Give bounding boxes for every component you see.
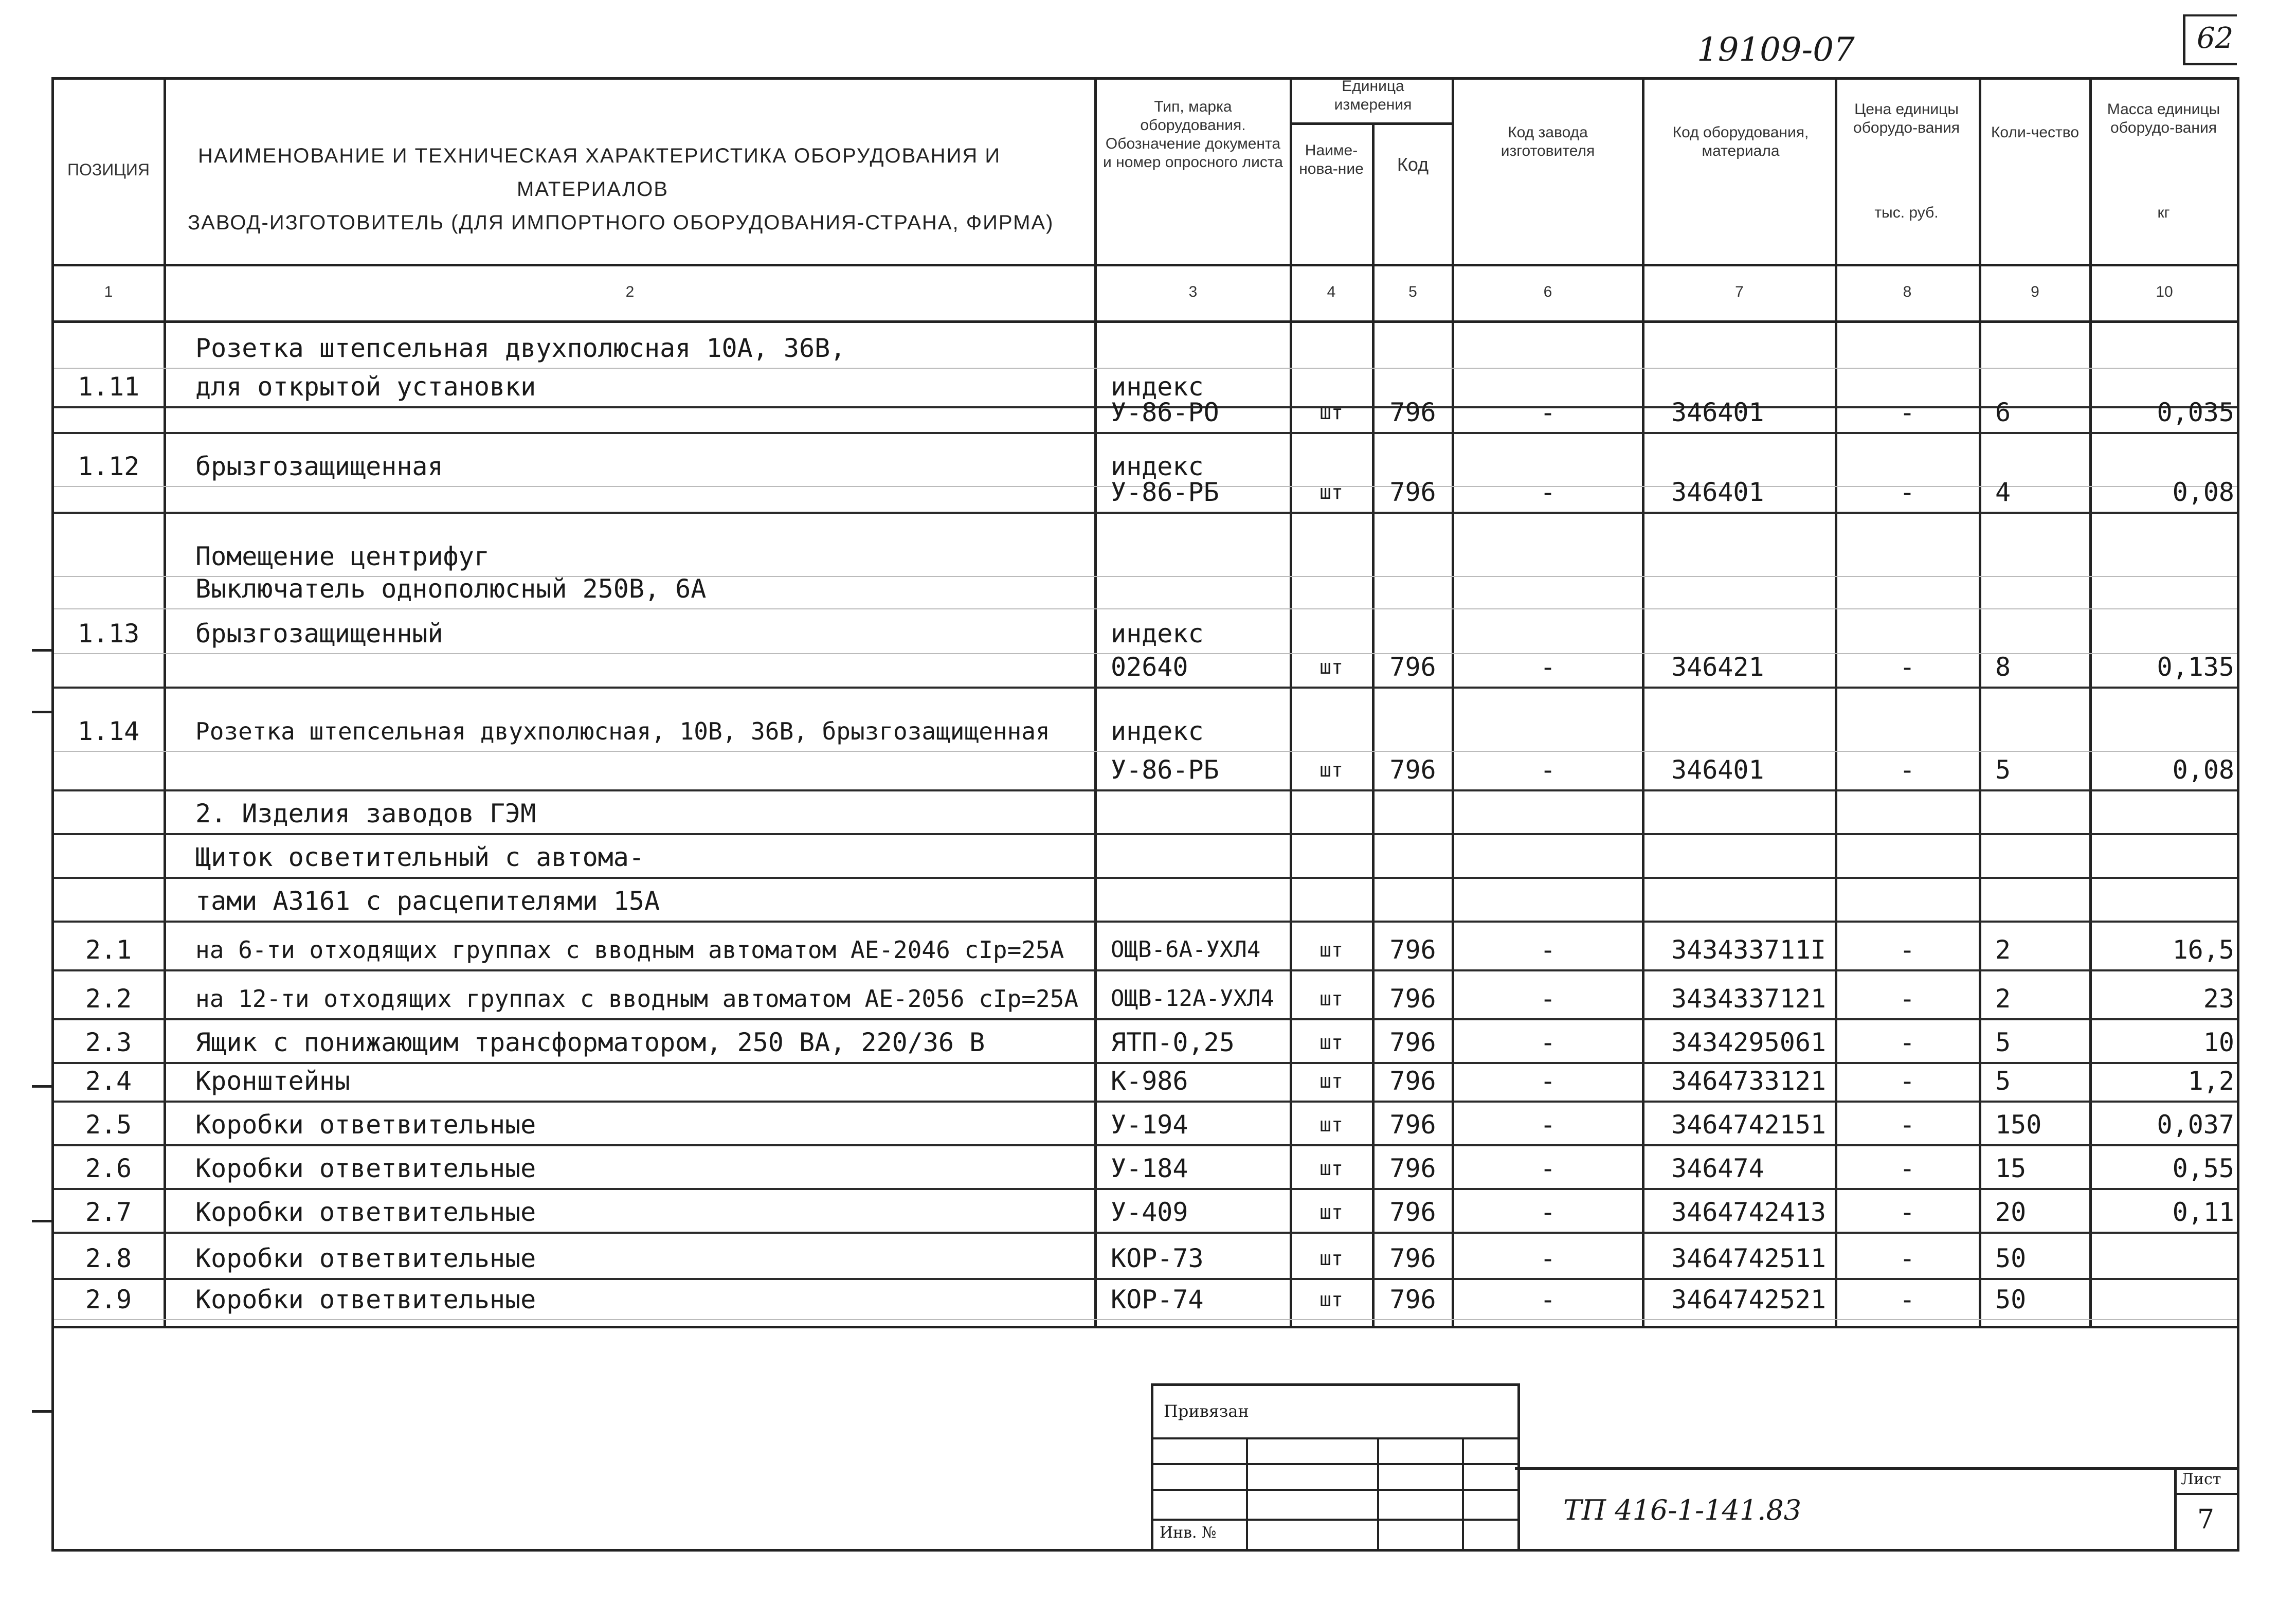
colnum-9: 9 <box>2031 283 2039 300</box>
cell-code: 796 <box>1389 1285 1436 1314</box>
row-line <box>54 1232 2237 1234</box>
cell-code: 796 <box>1389 1066 1436 1096</box>
cell-unit: шт <box>1319 1031 1343 1054</box>
cell-plant: - <box>1540 984 1556 1014</box>
cell-mass: 0,037 <box>2157 1110 2234 1140</box>
stamp-col-line-3 <box>1462 1437 1464 1552</box>
cell-name: Розетка штепсельная двухполюсная 10А, 36В, <box>195 333 846 363</box>
cell-unit: шт <box>1319 1201 1343 1223</box>
row-line <box>54 432 2237 434</box>
stamp-sheet-divider <box>2177 1493 2239 1495</box>
stamp-col-line-1 <box>1246 1437 1248 1552</box>
cell-qty: 20 <box>1995 1197 2027 1227</box>
document-number: 19109-07 <box>1697 31 1855 69</box>
cell-pos: 2.5 <box>85 1110 132 1140</box>
cell-name: на 6-ти отходящих группах с вводным автоматом АЕ-2046 сIр=25А <box>195 936 1064 964</box>
cell-type: КОР-73 <box>1111 1243 1204 1273</box>
cell-unit: шт <box>1319 939 1343 961</box>
colnum-3: 3 <box>1188 283 1198 300</box>
cell-unit: шт <box>1319 1157 1343 1180</box>
cell-price: - <box>1899 1154 1915 1183</box>
cell-plant: - <box>1540 1028 1556 1057</box>
cell-qty: 5 <box>1995 1066 2011 1096</box>
cell-qty: 50 <box>1995 1285 2027 1314</box>
cell-pos: 2.1 <box>85 935 132 965</box>
cell-type: ЯТП-0,25 <box>1111 1028 1235 1057</box>
cell-code: 796 <box>1389 1154 1436 1183</box>
cell-name: тами А3161 с расцепителями 15А <box>195 886 660 916</box>
row-line <box>54 877 2237 879</box>
header-material-code: Код оборудования, материала <box>1672 124 1809 159</box>
cell-mat: 346421 <box>1671 652 1764 682</box>
stamp-sheet-box <box>2174 1467 2239 1549</box>
cell-mass: 1,2 <box>2187 1066 2234 1096</box>
cell-unit: шт <box>1319 401 1343 424</box>
cell-qty: 6 <box>1995 398 2011 427</box>
cell-price: - <box>1899 755 1915 785</box>
cell-code: 796 <box>1389 984 1436 1014</box>
cell-mat: 343433711I <box>1671 935 1827 965</box>
colnum-10: 10 <box>2156 283 2173 300</box>
colnum-4: 4 <box>1327 283 1336 300</box>
cell-unit: шт <box>1319 656 1343 678</box>
col-sep-9 <box>2089 77 2092 1327</box>
cell-name: Розетка штепсельная двухполюсная, 10В, 36В, брызгозащищенная <box>195 717 1050 745</box>
cell-code: 796 <box>1389 935 1436 965</box>
cell-type: индекс <box>1111 619 1204 648</box>
cell-type: У-86-РБ <box>1111 755 1219 785</box>
cell-mat: 346401 <box>1671 398 1764 427</box>
cell-pos: 2.3 <box>85 1028 132 1057</box>
cell-pos: 2.9 <box>85 1285 132 1314</box>
col-sep-4 <box>1372 123 1375 1327</box>
colnum-2: 2 <box>625 283 635 300</box>
stamp-linked-box <box>1151 1383 1520 1552</box>
stamp-sheet-number: 7 <box>2197 1504 2215 1535</box>
row-line <box>54 969 2237 971</box>
header-name-line2: МАТЕРИАЛОВ <box>517 178 669 201</box>
header-unit-code: Код <box>1397 154 1429 175</box>
cell-name: Коробки ответвительные <box>195 1154 536 1183</box>
cell-price: - <box>1899 1110 1915 1140</box>
header-mass: Масса единицы оборудо-вания <box>2107 101 2220 136</box>
cell-pos: 2.6 <box>85 1154 132 1183</box>
cell-code: 796 <box>1389 398 1436 427</box>
row-line <box>54 1018 2237 1020</box>
header-bottom-line <box>51 264 2239 266</box>
cell-pos: 2.8 <box>85 1243 132 1273</box>
cell-name: для открытой установки <box>195 372 536 402</box>
colnum-bottom-line <box>51 320 2239 323</box>
cell-price: - <box>1899 984 1915 1014</box>
row-line <box>54 687 2237 689</box>
cell-name: 2. Изделия заводов ГЭМ <box>195 799 536 828</box>
cell-mass: 0,55 <box>2172 1154 2234 1183</box>
cell-mass: 16,5 <box>2172 935 2234 965</box>
row-line <box>54 1101 2237 1103</box>
cell-name: Коробки ответвительные <box>195 1197 536 1227</box>
cell-price: - <box>1899 935 1915 965</box>
cell-name: Выключатель однополюсный 250В, 6А <box>195 574 707 604</box>
cell-unit: шт <box>1319 1070 1343 1092</box>
cell-pos: 1.13 <box>77 619 140 648</box>
header-position: ПОЗИЦИЯ <box>67 160 150 179</box>
col-sep-6 <box>1642 77 1644 1327</box>
cell-unit: шт <box>1319 1288 1343 1311</box>
cell-code: 796 <box>1389 1028 1436 1057</box>
cell-type: У-184 <box>1111 1154 1188 1183</box>
colnum-6: 6 <box>1543 283 1552 300</box>
cell-mat: 346474 <box>1671 1154 1764 1183</box>
cell-price: - <box>1899 1285 1915 1314</box>
colnum-1: 1 <box>104 283 113 300</box>
cell-price: - <box>1899 1028 1915 1057</box>
cell-plant: - <box>1540 935 1556 965</box>
cell-type: ОЩВ-12А-УХЛ4 <box>1111 985 1274 1012</box>
header-price-unit: тыс. руб. <box>1874 204 1939 221</box>
cell-qty: 50 <box>1995 1243 2027 1273</box>
cell-type: 02640 <box>1111 652 1188 682</box>
header-type: Тип, марка оборудования. Обозначение документа и номер опросного листа <box>1103 98 1283 171</box>
cell-plant: - <box>1540 477 1556 507</box>
stamp-col-line-2 <box>1377 1437 1379 1552</box>
cell-mat: 346401 <box>1671 477 1764 507</box>
cell-plant: - <box>1540 1197 1556 1227</box>
stamp-sheet-label: Лист <box>2181 1470 2221 1488</box>
cell-code: 796 <box>1389 477 1436 507</box>
cell-plant: - <box>1540 398 1556 427</box>
cell-mass: 10 <box>2203 1028 2234 1057</box>
cell-type: У-409 <box>1111 1197 1188 1227</box>
cell-pos: 1.14 <box>77 716 140 746</box>
cell-unit: шт <box>1319 481 1343 503</box>
cell-mat: 3464742413 <box>1671 1197 1827 1227</box>
cell-plant: - <box>1540 1243 1556 1273</box>
cell-mat: 3464742511 <box>1671 1243 1827 1273</box>
row-line <box>54 1278 2237 1280</box>
cell-mass: 0,035 <box>2157 398 2234 427</box>
margin-tick <box>32 1410 51 1413</box>
cell-unit: шт <box>1319 1247 1343 1270</box>
header-unit-group: Единица измерения <box>1334 78 1412 113</box>
cell-code: 796 <box>1389 755 1436 785</box>
cell-mat: 3464742151 <box>1671 1110 1827 1140</box>
margin-tick <box>32 1220 51 1222</box>
frame-bottom <box>51 1549 2239 1552</box>
cell-qty: 150 <box>1995 1110 2042 1140</box>
cell-type: КОР-74 <box>1111 1285 1204 1314</box>
cell-mat: 3434337121 <box>1671 984 1827 1014</box>
row-line <box>54 608 2237 609</box>
cell-mat: 3434295061 <box>1671 1028 1827 1057</box>
cell-qty: 5 <box>1995 1028 2011 1057</box>
colnum-8: 8 <box>1903 283 1912 300</box>
cell-name: брызгозащищенная <box>195 452 443 481</box>
page-corner-number: 62 <box>2197 22 2234 55</box>
row-line <box>54 789 2237 791</box>
row-line <box>54 1319 2237 1320</box>
cell-name: на 12-ти отходящих группах с вводным автоматом АЕ-2056 сIр=25А <box>195 985 1079 1013</box>
cell-mass: 0,08 <box>2172 755 2234 785</box>
cell-plant: - <box>1540 1110 1556 1140</box>
cell-pos: 2.4 <box>85 1066 132 1096</box>
row-line <box>54 1188 2237 1190</box>
cell-qty: 8 <box>1995 652 2011 682</box>
cell-plant: - <box>1540 755 1556 785</box>
cell-name: Щиток осветительный с автома- <box>195 842 644 872</box>
cell-type: индекс <box>1111 716 1204 746</box>
cell-qty: 2 <box>1995 984 2011 1014</box>
cell-name: Кронштейны <box>195 1066 351 1096</box>
col-sep-8 <box>1979 77 1981 1327</box>
cell-price: - <box>1899 652 1915 682</box>
col-sep-3 <box>1290 77 1292 1327</box>
cell-unit: шт <box>1319 987 1343 1010</box>
cell-mat: 3464742521 <box>1671 1285 1827 1314</box>
margin-tick <box>32 649 51 652</box>
row-line <box>54 1062 2237 1064</box>
cell-price: - <box>1899 1197 1915 1227</box>
margin-tick <box>32 1085 51 1088</box>
cell-qty: 5 <box>1995 755 2011 785</box>
stamp-title-top-line <box>1515 1467 2237 1470</box>
cell-name: Помещение центрифуг <box>195 542 490 571</box>
table-end-line <box>51 1326 2239 1328</box>
stamp-document-code: ТП 416-1-141.83 <box>1563 1494 1802 1526</box>
stamp-inv-label: Инв. № <box>1160 1524 1217 1542</box>
colnum-7: 7 <box>1735 283 1744 300</box>
header-plant-code: Код завода изготовителя <box>1500 124 1595 159</box>
cell-price: - <box>1899 477 1915 507</box>
header-unit-name: Наиме-нова-ние <box>1299 142 1364 177</box>
col-sep-7 <box>1835 77 1837 1327</box>
frame-top <box>51 77 2239 80</box>
cell-code: 796 <box>1389 1243 1436 1273</box>
cell-qty: 15 <box>1995 1154 2027 1183</box>
cell-mass: 0,11 <box>2172 1197 2234 1227</box>
colnum-5: 5 <box>1408 283 1417 300</box>
header-price: Цена единицы оборудо-вания <box>1853 101 1960 136</box>
cell-code: 796 <box>1389 1110 1436 1140</box>
header-quantity: Коли-чество <box>1991 124 2080 141</box>
cell-qty: 2 <box>1995 935 2011 965</box>
cell-pos: 2.2 <box>85 984 132 1014</box>
col-sep-1 <box>164 77 166 1327</box>
cell-code: 796 <box>1389 652 1436 682</box>
cell-price: - <box>1899 398 1915 427</box>
cell-mat: 346401 <box>1671 755 1764 785</box>
cell-type: индекс <box>1111 372 1204 402</box>
cell-plant: - <box>1540 1154 1556 1183</box>
header-name-line3: ЗАВОД-ИЗГОТОВИТЕЛЬ (ДЛЯ ИМПОРТНОГО ОБОРУДОВАНИЯ-СТРАНА, ФИРМА) <box>188 211 1054 234</box>
cell-name: Коробки ответвительные <box>195 1243 536 1273</box>
cell-name: Коробки ответвительные <box>195 1110 536 1140</box>
cell-type: индекс <box>1111 452 1204 481</box>
cell-name: Коробки ответвительные <box>195 1285 536 1314</box>
row-line <box>54 1144 2237 1146</box>
cell-unit: шт <box>1319 759 1343 781</box>
frame-right <box>2237 77 2239 1550</box>
cell-type: У-194 <box>1111 1110 1188 1140</box>
cell-pos: 1.11 <box>77 372 140 402</box>
col-sep-2 <box>1094 77 1097 1327</box>
row-line <box>54 833 2237 835</box>
cell-type: ОЩВ-6А-УХЛ4 <box>1111 936 1261 963</box>
cell-plant: - <box>1540 1066 1556 1096</box>
cell-mass: 0,135 <box>2157 652 2234 682</box>
cell-type: У-86-РБ <box>1111 477 1219 507</box>
row-line <box>54 921 2237 923</box>
cell-plant: - <box>1540 652 1556 682</box>
unit-group-line <box>1290 122 1454 125</box>
header-name-line1: НАИМЕНОВАНИЕ И ТЕХНИЧЕСКАЯ ХАРАКТЕРИСТИКА ОБОРУДОВАНИЯ И <box>198 145 1001 167</box>
row-line <box>54 368 2237 369</box>
header-mass-unit: кг <box>2157 204 2170 221</box>
margin-tick <box>32 711 51 713</box>
cell-price: - <box>1899 1066 1915 1096</box>
cell-qty: 4 <box>1995 477 2011 507</box>
cell-name: брызгозащищенный <box>195 619 443 648</box>
cell-plant: - <box>1540 1285 1556 1314</box>
row-line <box>54 512 2237 514</box>
cell-type: У-86-РО <box>1111 398 1219 427</box>
cell-name: Ящик с понижающим трансформатором, 250 ВА, 220/36 В <box>195 1028 985 1057</box>
stamp-linked-label: Привязан <box>1164 1401 1249 1421</box>
cell-mass: 0,08 <box>2172 477 2234 507</box>
cell-code: 796 <box>1389 1197 1436 1227</box>
cell-mass: 23 <box>2203 984 2234 1014</box>
col-sep-5 <box>1452 77 1454 1327</box>
cell-pos: 1.12 <box>77 452 140 481</box>
cell-pos: 2.7 <box>85 1197 132 1227</box>
cell-price: - <box>1899 1243 1915 1273</box>
cell-mat: 3464733121 <box>1671 1066 1827 1096</box>
cell-type: К-986 <box>1111 1066 1188 1096</box>
row-line <box>54 751 2237 752</box>
cell-unit: шт <box>1319 1113 1343 1136</box>
